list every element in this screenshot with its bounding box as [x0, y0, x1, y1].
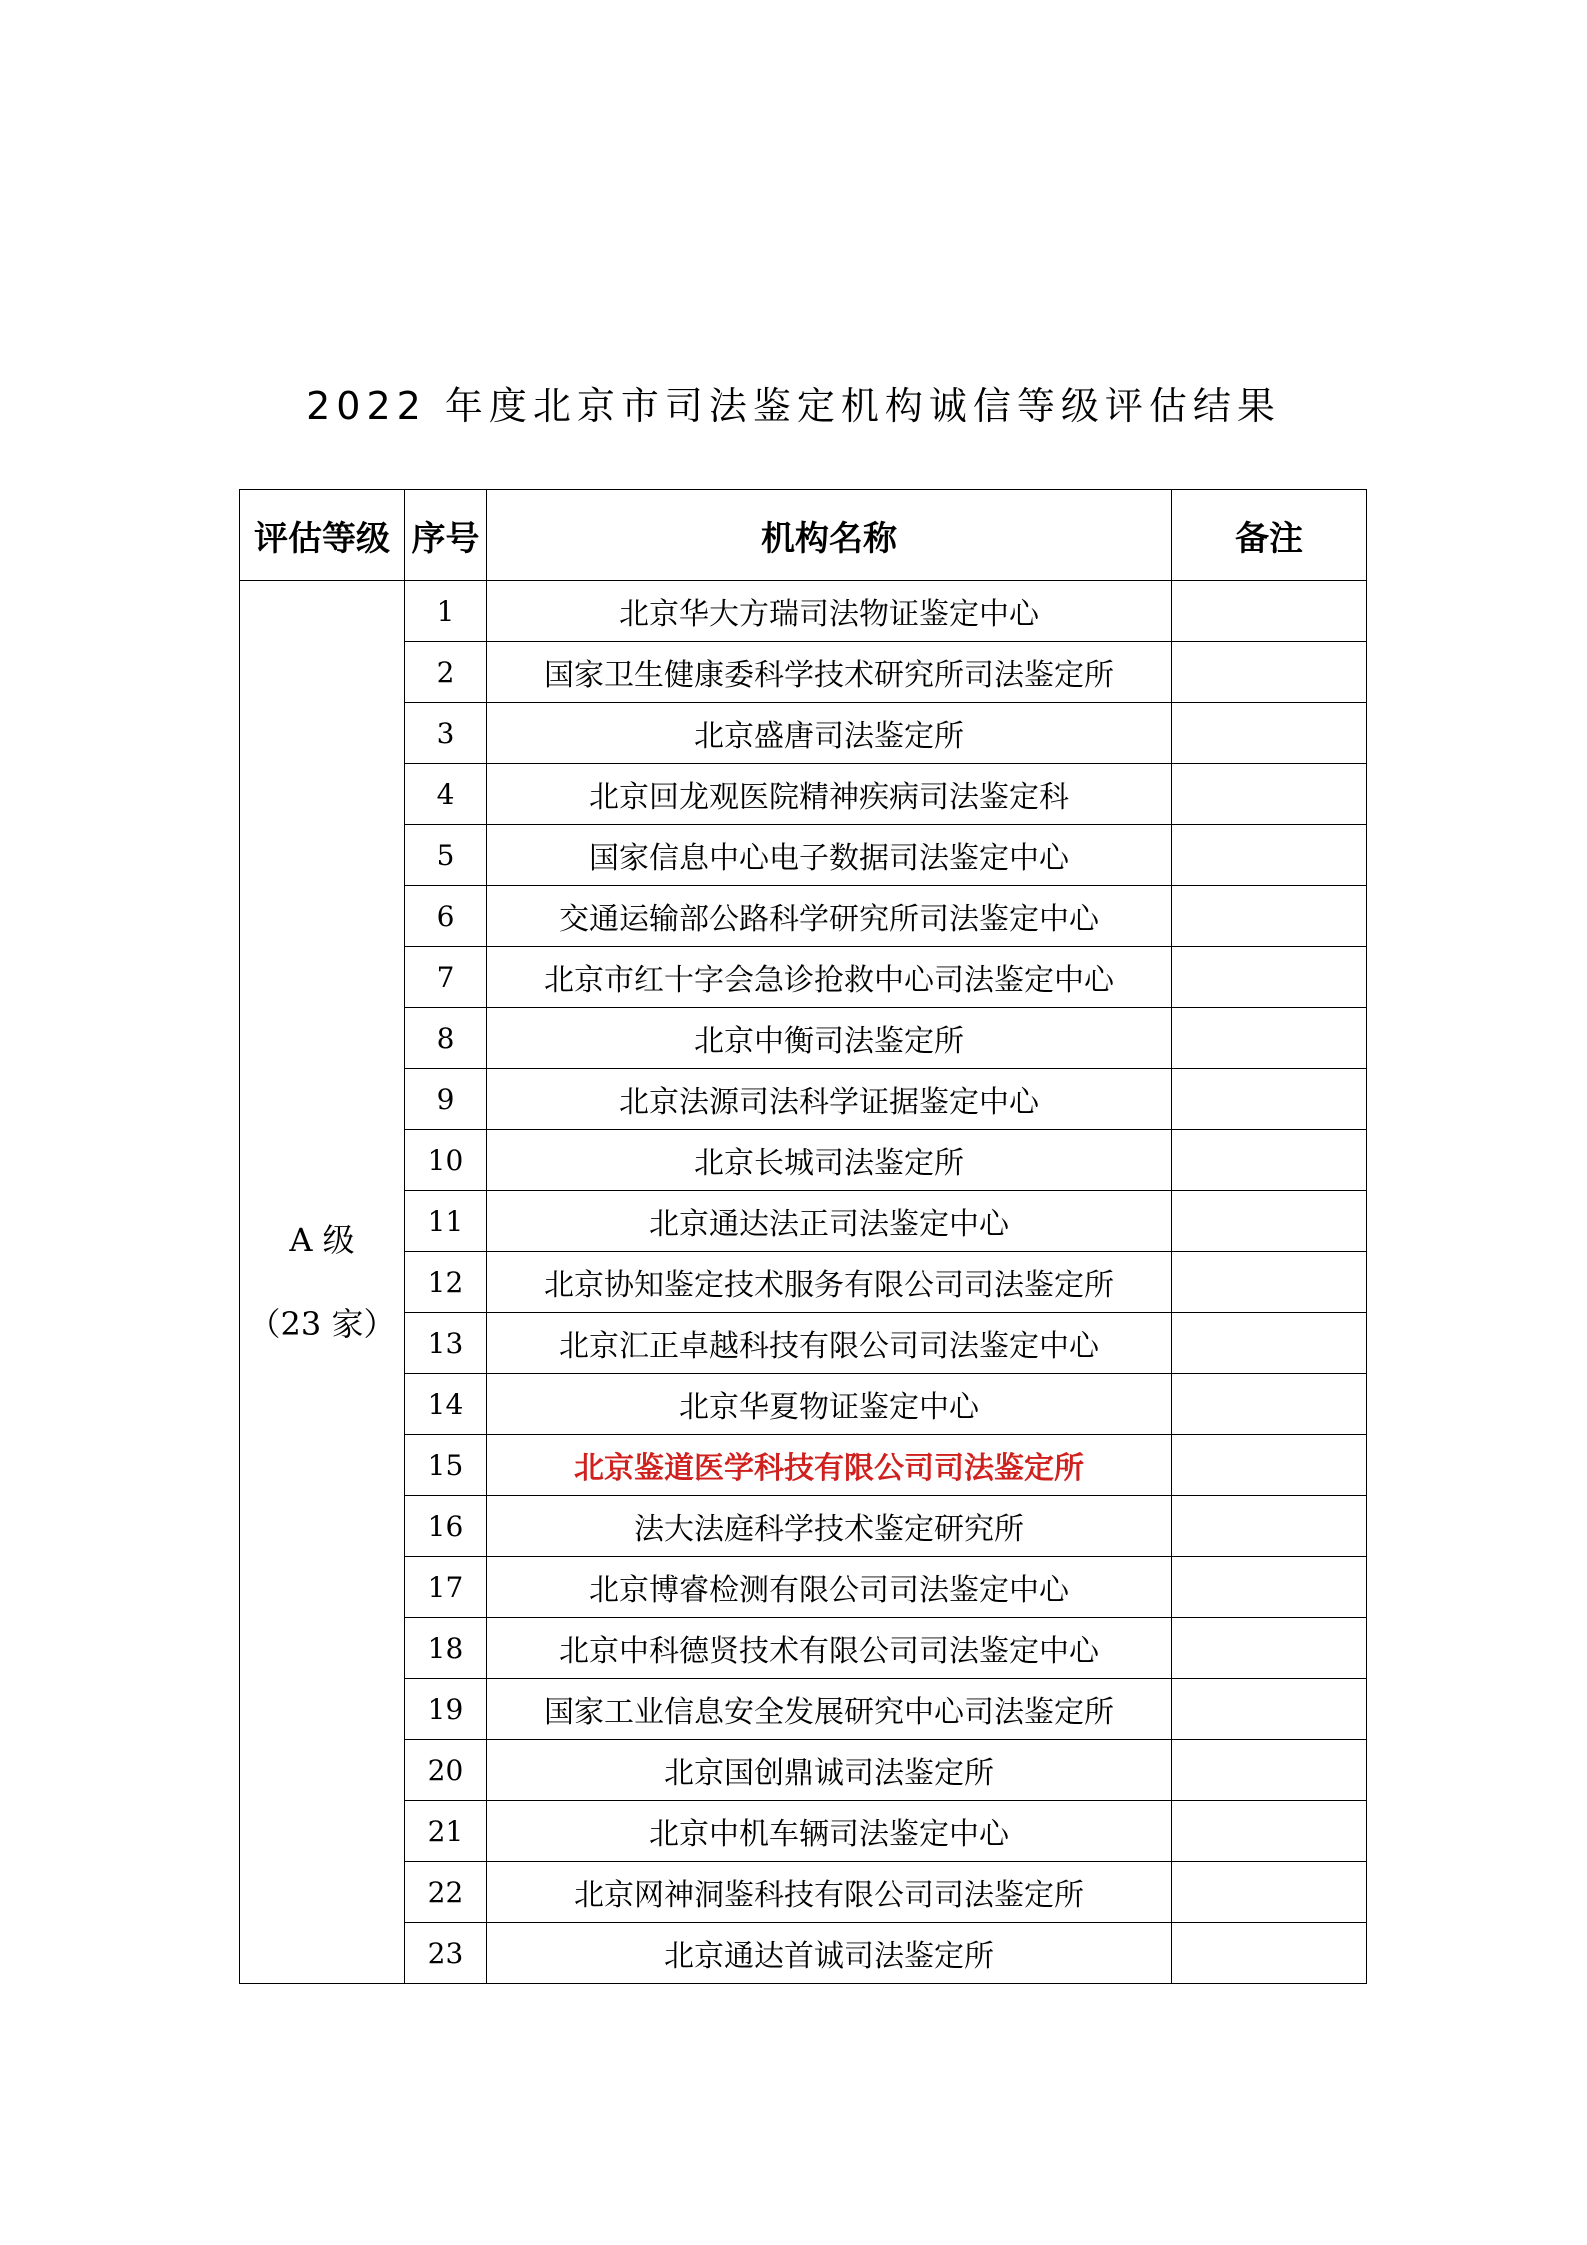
row-seq: 13 — [405, 1313, 487, 1374]
table-row — [240, 825, 1367, 886]
table-row — [240, 1252, 1367, 1313]
row-remark — [1172, 764, 1367, 825]
table-row — [240, 703, 1367, 764]
row-seq: 1 — [405, 581, 487, 642]
row-institution-name: 北京国创鼎诚司法鉴定所 — [487, 1740, 1172, 1801]
table-row — [240, 642, 1367, 703]
row-seq: 2 — [405, 642, 487, 703]
row-remark — [1172, 1862, 1367, 1923]
row-institution-name: 北京华大方瑞司法物证鉴定中心 — [487, 581, 1172, 642]
row-remark — [1172, 1313, 1367, 1374]
table-row — [240, 764, 1367, 825]
row-remark — [1172, 642, 1367, 703]
row-seq: 8 — [405, 1008, 487, 1069]
table-row — [240, 1191, 1367, 1252]
row-remark — [1172, 1740, 1367, 1801]
row-remark — [1172, 1557, 1367, 1618]
table-row — [240, 1069, 1367, 1130]
row-remark — [1172, 1069, 1367, 1130]
row-institution-name: 国家卫生健康委科学技术研究所司法鉴定所 — [487, 642, 1172, 703]
row-institution-name: 北京法源司法科学证据鉴定中心 — [487, 1069, 1172, 1130]
row-institution-name: 国家工业信息安全发展研究中心司法鉴定所 — [487, 1679, 1172, 1740]
row-institution-name: 北京华夏物证鉴定中心 — [487, 1374, 1172, 1435]
row-remark — [1172, 1008, 1367, 1069]
row-seq: 20 — [405, 1740, 487, 1801]
row-seq: 4 — [405, 764, 487, 825]
row-seq: 10 — [405, 1130, 487, 1191]
row-remark — [1172, 1679, 1367, 1740]
grade-cell — [240, 581, 405, 1984]
row-institution-name: 北京盛唐司法鉴定所 — [487, 703, 1172, 764]
row-seq: 16 — [405, 1496, 487, 1557]
row-seq: 21 — [405, 1801, 487, 1862]
row-institution-name: 北京协知鉴定技术服务有限公司司法鉴定所 — [487, 1252, 1172, 1313]
row-seq: 3 — [405, 703, 487, 764]
table-row — [240, 1801, 1367, 1862]
row-remark — [1172, 581, 1367, 642]
table-row — [240, 886, 1367, 947]
row-seq: 18 — [405, 1618, 487, 1679]
row-seq: 23 — [405, 1923, 487, 1984]
table-header-row — [240, 490, 1367, 581]
table-row — [240, 1008, 1367, 1069]
row-seq: 6 — [405, 886, 487, 947]
row-remark — [1172, 703, 1367, 764]
table-row — [240, 1557, 1367, 1618]
row-seq: 14 — [405, 1374, 487, 1435]
row-remark — [1172, 1374, 1367, 1435]
row-institution-name: 北京网神洞鉴科技有限公司司法鉴定所 — [487, 1862, 1172, 1923]
row-seq: 15 — [405, 1435, 487, 1496]
table-row — [240, 1496, 1367, 1557]
row-seq: 17 — [405, 1557, 487, 1618]
page-title: 2022 年度北京市司法鉴定机构诚信等级评估结果 — [306, 384, 1281, 428]
row-remark — [1172, 1191, 1367, 1252]
row-remark — [1172, 947, 1367, 1008]
row-seq: 5 — [405, 825, 487, 886]
evaluation-table — [239, 489, 1367, 1984]
table-row — [240, 1374, 1367, 1435]
row-institution-name: 北京博睿检测有限公司司法鉴定中心 — [487, 1557, 1172, 1618]
grade-count: （23 家） — [248, 1305, 396, 1343]
row-remark — [1172, 825, 1367, 886]
header-name: 机构名称 — [487, 490, 1172, 581]
row-seq: 9 — [405, 1069, 487, 1130]
table-row — [240, 1740, 1367, 1801]
row-institution-name: 法大法庭科学技术鉴定研究所 — [487, 1496, 1172, 1557]
row-institution-name: 北京中科德贤技术有限公司司法鉴定中心 — [487, 1618, 1172, 1679]
header-remark: 备注 — [1172, 490, 1367, 581]
table-row — [240, 947, 1367, 1008]
header-grade: 评估等级 — [240, 490, 405, 581]
row-seq: 7 — [405, 947, 487, 1008]
row-remark — [1172, 1801, 1367, 1862]
table-row — [240, 1679, 1367, 1740]
table-row — [240, 1435, 1367, 1496]
table-row — [240, 1862, 1367, 1923]
row-institution-name: 交通运输部公路科学研究所司法鉴定中心 — [487, 886, 1172, 947]
row-remark — [1172, 1252, 1367, 1313]
row-institution-name: 北京通达法正司法鉴定中心 — [487, 1191, 1172, 1252]
header-seq: 序号 — [405, 490, 487, 581]
row-remark — [1172, 1130, 1367, 1191]
row-remark — [1172, 1923, 1367, 1984]
table-row — [240, 1313, 1367, 1374]
row-institution-name: 北京长城司法鉴定所 — [487, 1130, 1172, 1191]
row-seq: 11 — [405, 1191, 487, 1252]
row-institution-name: 北京通达首诚司法鉴定所 — [487, 1923, 1172, 1984]
row-remark — [1172, 1618, 1367, 1679]
row-institution-name: 北京汇正卓越科技有限公司司法鉴定中心 — [487, 1313, 1172, 1374]
row-institution-name: 北京市红十字会急诊抢救中心司法鉴定中心 — [487, 947, 1172, 1008]
grade-label: A 级 — [289, 1221, 355, 1259]
row-institution-name: 国家信息中心电子数据司法鉴定中心 — [487, 825, 1172, 886]
row-seq: 22 — [405, 1862, 487, 1923]
row-remark — [1172, 886, 1367, 947]
table-body — [240, 581, 1367, 1984]
table-row — [240, 1130, 1367, 1191]
table-row — [240, 1618, 1367, 1679]
row-seq: 19 — [405, 1679, 487, 1740]
row-seq: 12 — [405, 1252, 487, 1313]
row-institution-name: 北京中机车辆司法鉴定中心 — [487, 1801, 1172, 1862]
row-remark — [1172, 1496, 1367, 1557]
row-remark — [1172, 1435, 1367, 1496]
row-institution-name: 北京鉴道医学科技有限公司司法鉴定所 — [487, 1435, 1172, 1496]
table-row — [240, 581, 1367, 642]
table-row — [240, 1923, 1367, 1984]
row-institution-name: 北京回龙观医院精神疾病司法鉴定科 — [487, 764, 1172, 825]
row-institution-name: 北京中衡司法鉴定所 — [487, 1008, 1172, 1069]
